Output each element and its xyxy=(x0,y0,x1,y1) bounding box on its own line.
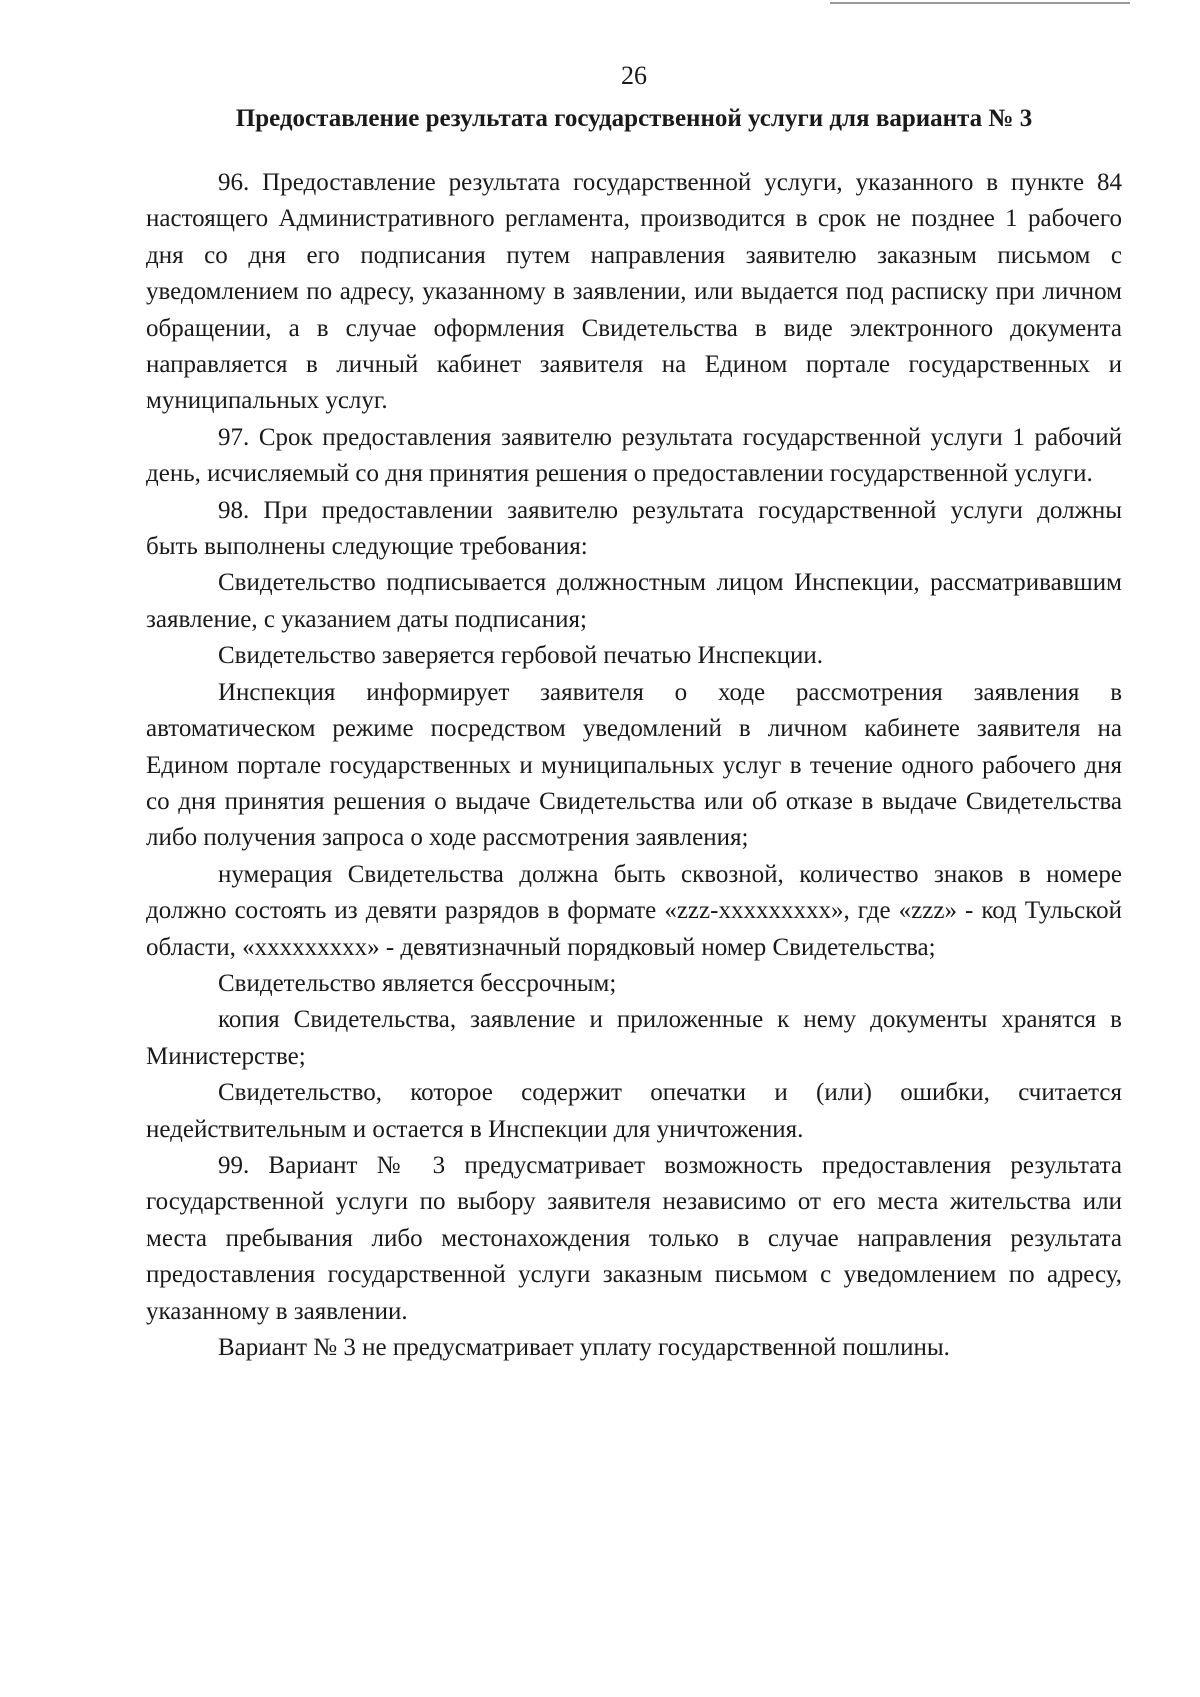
requirement-notification: Инспекция информирует заявителя о ходе рассмотрения заявления в автоматическом режиме посредством уведомлений в личном кабинете заявителя на Едином портале государственных и муниципальных услуг в течение одного рабочего дня со дня принятия решения о выдаче Свидетельства или об отказе в выдаче Свидетельства либо получения запроса о ходе рассмотрения заявления; xyxy=(146,678,1122,852)
requirement-seal: Свидетельство заверяется гербовой печатью Инспекции. xyxy=(218,642,824,670)
paragraph-98: 98. При предоставлении заявителю результата государственной услуги должны быть выполнены следующие требования: xyxy=(146,496,1122,561)
paragraph-99: 99. Вариант № 3 предусматривает возможность предоставления результата государственной услуги по выбору заявителя независимо от его места жительства или места пребывания либо местонахождения только в случае направления результата предоставления государственной услуги заказным письмом с уведомлением по адресу, указанному в заявлении. xyxy=(146,1151,1122,1325)
requirement-validity: Свидетельство является бессрочным; xyxy=(218,969,617,997)
paragraph-96: 96. Предоставление результата государственной услуги, указанного в пункте 84 настоящего Административного регламента, производится в срок не позднее 1 рабочего дня со дня его подписания путем направления заявителю заказным письмом с уведомлением по адресу, указанному в заявлении, или выдается под расписку при личном обращении, а в случае оформления Свидетельства в виде электронного документа направляется в личный кабинет заявителя на Едином портале государственных и муниципальных услуг. xyxy=(146,169,1122,415)
requirement-errors: Свидетельство, которое содержит опечатки и (или) ошибки, считается недействительным и остается в Инспекции для уничтожения. xyxy=(146,1079,1122,1143)
top-edge-rule xyxy=(830,2,1130,4)
requirement-numbering: нумерация Свидетельства должна быть сквозной, количество знаков в номере должно состоять из девяти разрядов в формате «zzz-xxxxxxxxx», где «zzz» - код Тульской области, «xxxxxxxxx» - девятизначный порядковый номер Свидетельства; xyxy=(146,860,1122,961)
paragraph-fee: Вариант № 3 не предусматривает уплату государственной пошлины. xyxy=(218,1334,950,1361)
requirement-storage: копия Свидетельства, заявление и приложенные к нему документы хранятся в Министерстве; xyxy=(146,1006,1122,1070)
requirement-signature: Свидетельство подписывается должностным лицом Инспекции, рассматривавшим заявление, с указанием даты подписания; xyxy=(146,569,1122,633)
document-page xyxy=(146,60,1122,1366)
paragraph-97: 97. Срок предоставления заявителю результата государственной услуги 1 рабочий день, исчисляемый со дня принятия решения о предоставлении государственной услуги. xyxy=(146,423,1122,488)
section-heading: Предоставление результата государственной услуги для варианта № 3 xyxy=(235,105,1033,132)
page-number: 26 xyxy=(621,61,647,90)
